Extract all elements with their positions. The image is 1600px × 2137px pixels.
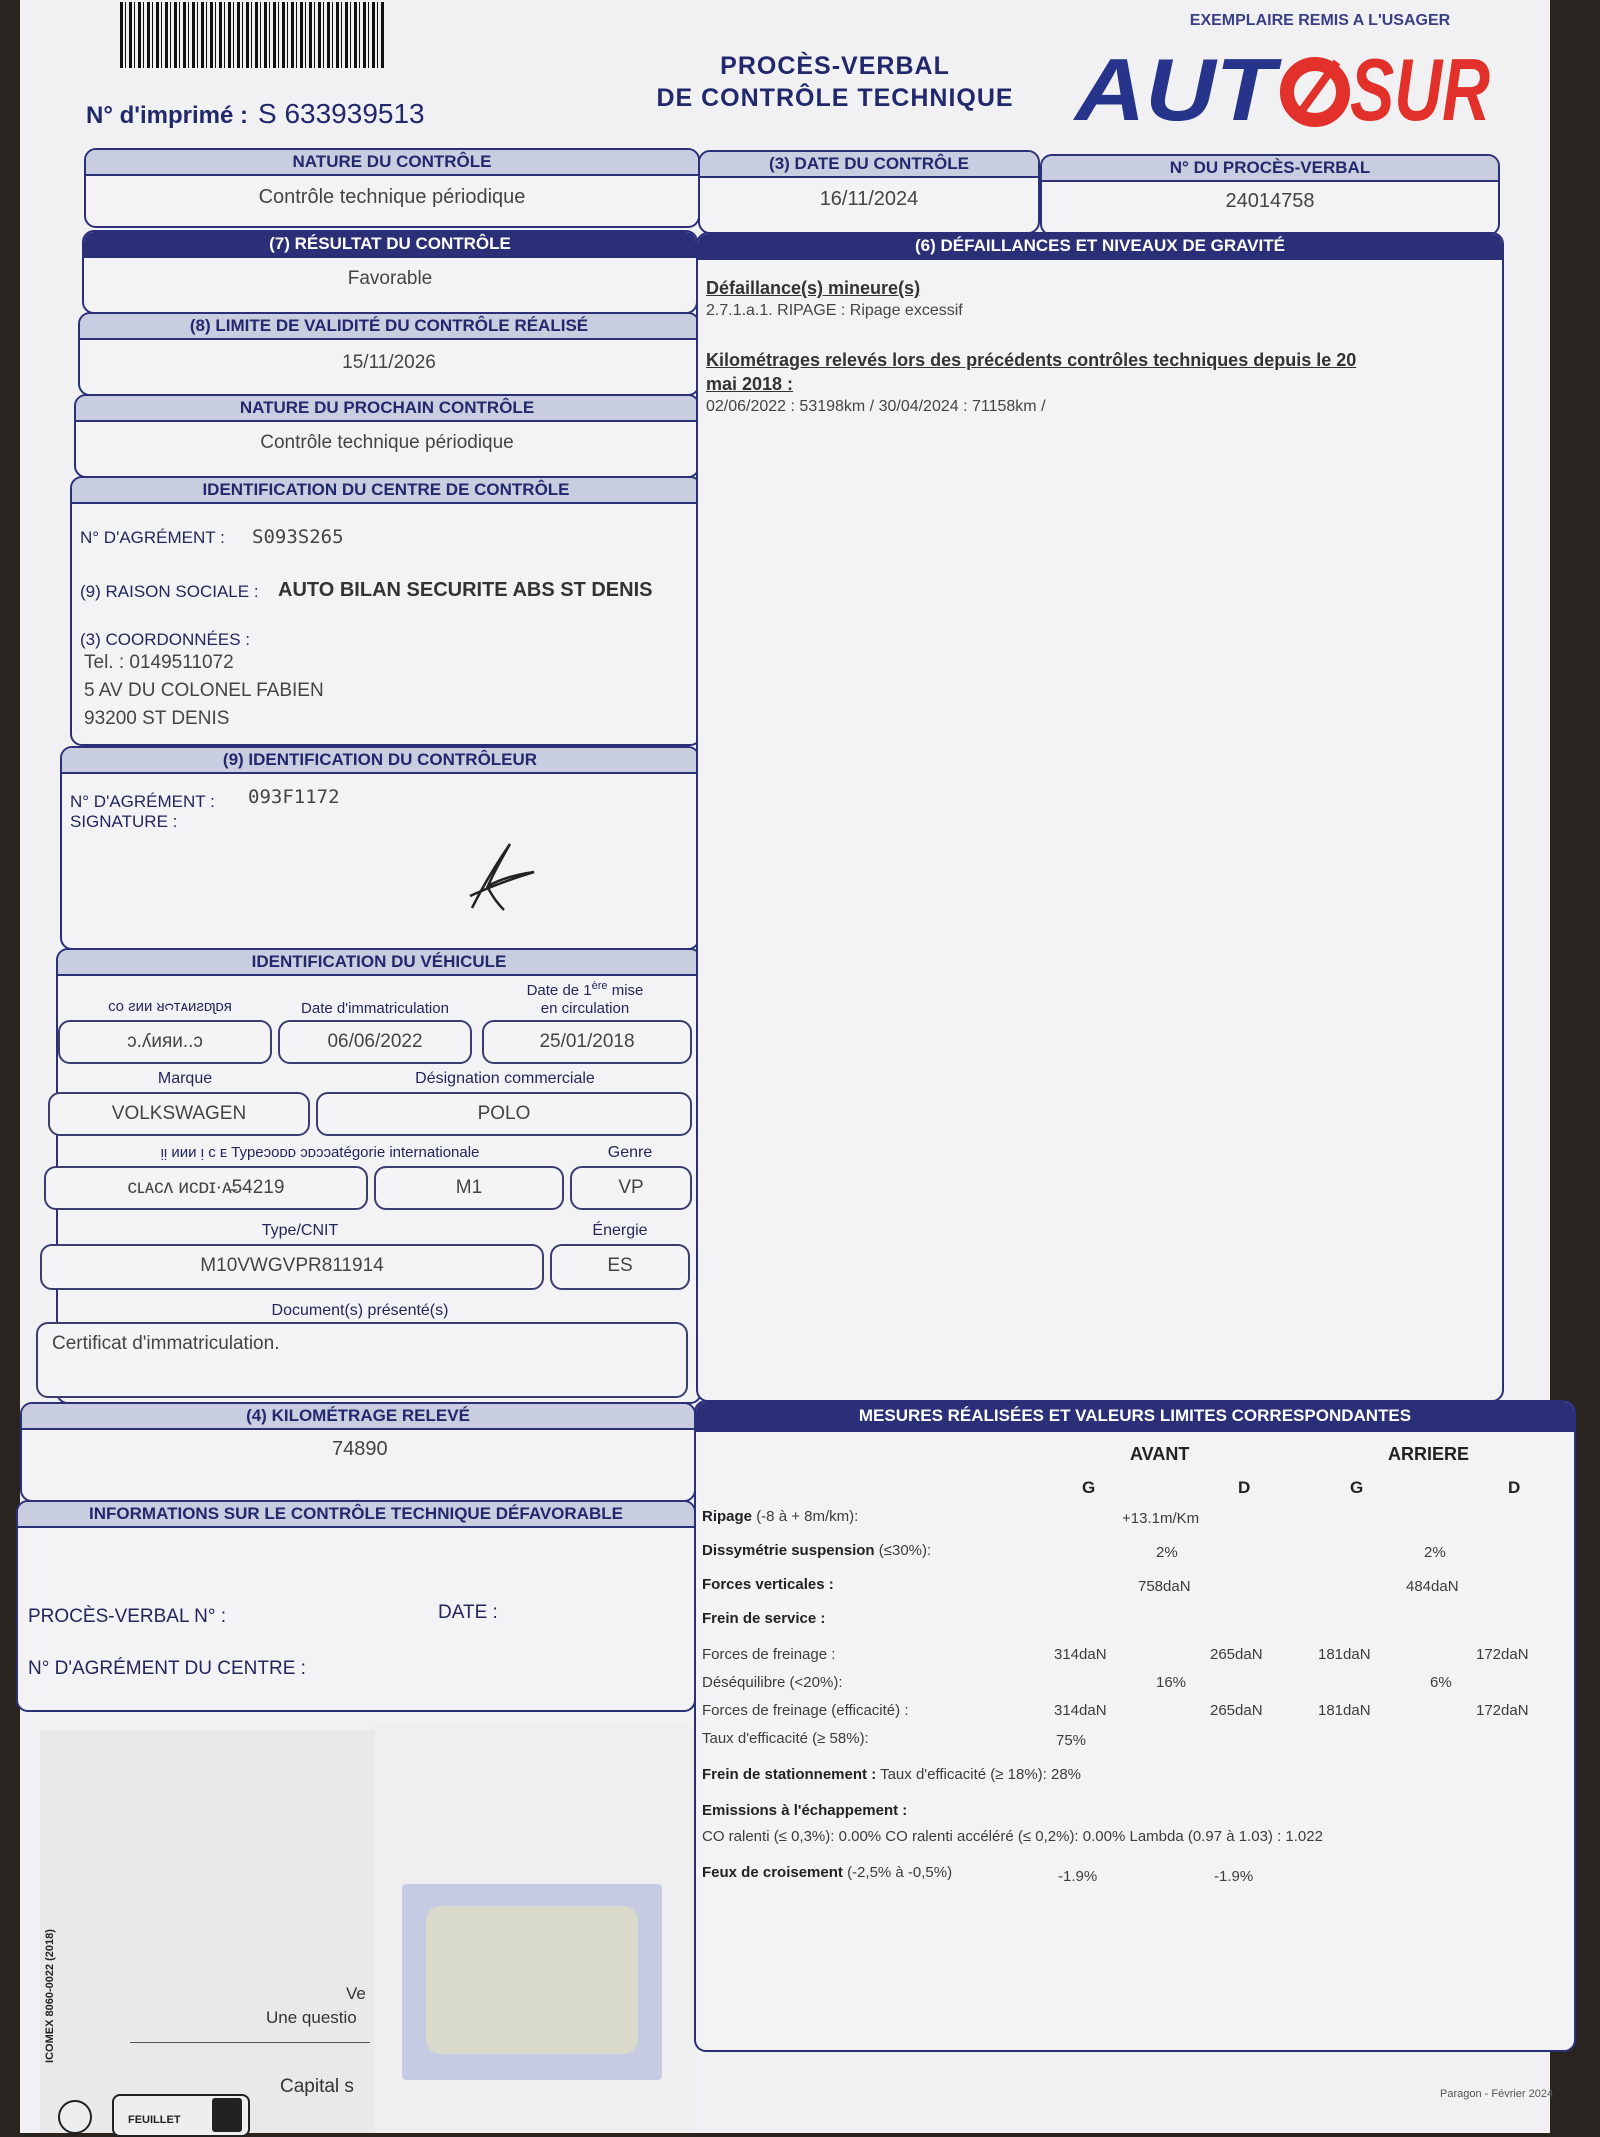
cnit-label: Type/CNIT	[261, 1222, 339, 1239]
immat-box: ɔ.ʎᴎᴙᴎ..ɔ	[58, 1020, 272, 1064]
ff-label: Forces de freinage :	[702, 1646, 836, 1663]
vin-box: ᴄʟᴀᴄʌ ᴎᴄᴅɪ·ᴧ̶54219	[44, 1166, 368, 1210]
feuillet-badge	[112, 2094, 250, 2137]
ripage-range: (-8 à + 8m/km):	[756, 1508, 859, 1525]
flap-capital: Capital s	[280, 2076, 354, 2097]
centre-agrement-value: S093S265	[252, 526, 344, 548]
stationnement-value: Taux d'efficacité (≥ 18%): 28%	[880, 1766, 1082, 1783]
marque-box: VOLKSWAGEN	[48, 1092, 310, 1136]
ffe-ar-d: 172daN	[1476, 1702, 1529, 1719]
designation-label: Désignation commerciale	[415, 1070, 595, 1087]
window-opening	[426, 1906, 638, 2054]
taux-value: 75%	[1056, 1732, 1087, 1749]
date-immat-label: Date d'immatriculation	[301, 1000, 449, 1017]
prochain-panel	[74, 394, 700, 478]
coordonnees-label: (3) COORDONNÉES :	[80, 630, 251, 649]
col-avant-d: D	[1238, 1478, 1251, 1497]
flap-ve: Ve	[346, 1984, 366, 2003]
centre-header: IDENTIFICATION DU CENTRE DE CONTRÔLE	[72, 478, 700, 504]
categorie-box: M1	[374, 1166, 564, 1210]
mesures-panel	[694, 1400, 1576, 2052]
flap-divider	[130, 2042, 370, 2043]
limite-value: 15/11/2026	[342, 352, 436, 373]
pv-number-panel	[1040, 154, 1500, 236]
stationnement-row	[702, 1766, 1081, 1783]
document-title-line1: PROCÈS-VERBAL	[720, 52, 950, 80]
stationnement-label: Frein de stationnement :	[702, 1766, 877, 1783]
raison-sociale-value: AUTO BILAN SECURITE ABS ST DENIS	[278, 579, 653, 601]
ripage-value: +13.1m/Km	[1122, 1510, 1200, 1527]
centre-panel	[70, 476, 702, 746]
dissy-avant: 2%	[1156, 1544, 1178, 1561]
document-title-line2: DE CONTRÔLE TECHNIQUE	[656, 84, 1014, 112]
arriere-header: ARRIERE	[1388, 1444, 1470, 1464]
resultat-panel	[82, 230, 698, 314]
date-header: (3) DATE DU CONTRÔLE	[700, 152, 1038, 178]
ffe-av-g: 314daN	[1054, 1702, 1107, 1719]
fv-label: Forces verticales :	[702, 1576, 834, 1593]
defavorable-header: INFORMATIONS SUR LE CONTRÔLE TECHNIQUE DÉFAVORABLE	[18, 1502, 694, 1528]
controleur-signature	[442, 838, 552, 918]
premiere-label-a: Date de 1	[526, 982, 592, 999]
window-envelope	[402, 1884, 662, 2080]
controleur-header: (9) IDENTIFICATION DU CONTRÔLEUR	[62, 748, 698, 774]
flap-question: Une questio	[266, 2008, 357, 2027]
col-arriere-g: G	[1350, 1478, 1364, 1497]
feux-row	[702, 1864, 952, 1881]
defaillances-header: (6) DÉFAILLANCES ET NIVEAUX DE GRAVITÉ	[698, 234, 1502, 260]
energie-box: ES	[550, 1244, 690, 1290]
ffe-label: Forces de freinage (efficacité) :	[702, 1702, 909, 1719]
defavorable-panel	[16, 1500, 696, 1712]
date-value: 16/11/2024	[819, 188, 919, 210]
signature-label: SIGNATURE :	[70, 812, 178, 831]
ff-ar-g: 181daN	[1318, 1646, 1371, 1663]
premiere-circulation-box: 25/01/2018	[482, 1020, 692, 1064]
svg-text:SUR: SUR	[1350, 40, 1490, 139]
ff-av-g: 314daN	[1054, 1646, 1107, 1663]
autosur-logo	[1072, 40, 1495, 139]
centre-agrement-label: N° D'AGRÉMENT :	[80, 528, 225, 547]
dissy-row	[702, 1542, 931, 1559]
defavorable-agrement-label: N° D'AGRÉMENT DU CENTRE :	[28, 1658, 306, 1679]
svg-text:AUT: AUT	[1072, 40, 1282, 139]
controleur-agrement-label: N° D'AGRÉMENT :	[70, 792, 215, 811]
mineure-item: 2.7.1.a.1. RIPAGE : Ripage excessif	[706, 302, 963, 319]
col-avant-g: G	[1082, 1478, 1096, 1497]
defavorable-date-label: DATE :	[438, 1602, 498, 1623]
dissy-range: (≤30%):	[878, 1542, 932, 1559]
km-title-1: Kilométrages relevés lors des précédents contrôles techniques depuis le 20	[706, 350, 1357, 370]
limite-panel	[78, 312, 700, 396]
premiere-circulation-label-1	[480, 980, 690, 999]
ff-ar-d: 172daN	[1476, 1646, 1529, 1663]
ffe-ar-g: 181daN	[1318, 1702, 1371, 1719]
fv-arriere: 484daN	[1406, 1578, 1459, 1595]
feux-d: -1.9%	[1214, 1868, 1254, 1885]
immat-label: ᴄᴏ ƨᴎᴎ ᴚᴒᴛᴀᴎƨᴅʅᴅᴙ	[108, 998, 232, 1015]
imprime-value: S 633939513	[258, 98, 425, 129]
dissy-label: Dissymétrie suspension	[702, 1542, 875, 1559]
documents-box	[36, 1322, 688, 1398]
feux-range: (-2,5% à -0,5%)	[847, 1864, 953, 1881]
taux-label: Taux d'efficacité (≥ 58%):	[702, 1730, 869, 1747]
barcode	[120, 2, 385, 68]
ripage-row	[702, 1508, 858, 1525]
imprime-label: N° d'imprimé :	[86, 102, 248, 129]
energie-label: Énergie	[592, 1222, 648, 1239]
centre-tel: Tel. : 0149511072	[84, 652, 234, 673]
recycle-icon	[58, 2100, 92, 2134]
genre-label: Genre	[607, 1144, 653, 1161]
emissions-value: CO ralenti (≤ 0,3%): 0.00% CO ralenti accéléré (≤ 0,2%): 0.00% Lambda (0.97 à 1.03) : 1.022	[702, 1828, 1323, 1845]
centre-adresse1: 5 AV DU COLONEL FABIEN	[84, 680, 324, 701]
mineures-title: Défaillance(s) mineure(s)	[706, 278, 921, 298]
kilometrage-panel	[20, 1402, 696, 1502]
genre-box: VP	[570, 1166, 692, 1210]
pv-number-header: N° DU PROCÈS-VERBAL	[1042, 156, 1498, 182]
premiere-label-sup: ère	[591, 980, 608, 992]
prochain-header: NATURE DU PROCHAIN CONTRÔLE	[76, 396, 698, 422]
kilometrage-header: (4) KILOMÉTRAGE RELEVÉ	[22, 1404, 694, 1430]
fv-avant: 758daN	[1138, 1578, 1191, 1595]
raison-sociale-label: (9) RAISON SOCIALE :	[80, 582, 259, 601]
km-values: 02/06/2022 : 53198km / 30/04/2024 : 71158km /	[706, 398, 1046, 415]
limite-header: (8) LIMITE DE VALIDITÉ DU CONTRÔLE RÉALISÉ	[80, 314, 698, 340]
premiere-circulation-label-2: en circulation	[540, 1000, 630, 1017]
nature-header: NATURE DU CONTRÔLE	[86, 150, 698, 176]
documents-label: Document(s) présenté(s)	[271, 1302, 449, 1319]
nature-value: Contrôle technique périodique	[258, 186, 526, 208]
mesures-header: MESURES RÉALISÉES ET VALEURS LIMITES CORRESPONDANTES	[696, 1402, 1574, 1432]
nature-panel	[84, 148, 700, 228]
kilometrage-value: 74890	[332, 1438, 388, 1460]
avant-header: AVANT	[1130, 1444, 1190, 1464]
vehicule-header: IDENTIFICATION DU VÉHICULE	[58, 950, 700, 976]
feuillet-label: FEUILLET	[128, 2114, 181, 2126]
premiere-label-b: mise	[607, 982, 644, 999]
ff-av-d: 265daN	[1210, 1646, 1263, 1663]
marque-label: Marque	[157, 1070, 213, 1087]
dissy-arriere: 2%	[1424, 1544, 1446, 1561]
prochain-value: Contrôle technique périodique	[260, 432, 514, 453]
feux-label: Feux de croisement	[702, 1864, 843, 1881]
deseq-label: Déséquilibre (<20%):	[702, 1674, 843, 1691]
documents-value: Certificat d'immatriculation.	[52, 1333, 280, 1354]
exemplaire-note: EXEMPLAIRE REMIS A L'USAGER	[1189, 12, 1451, 29]
ripage-label: Ripage	[702, 1508, 753, 1525]
date-panel	[698, 150, 1040, 234]
frein-service-label: Frein de service :	[702, 1610, 826, 1627]
side-code: ICOMEX 8060-0022 (2018)	[44, 1929, 56, 2063]
controleur-agrement-value: 093F1172	[248, 786, 340, 808]
vin-categorie-label: ᴉᴉ ᴎᴎᴎ ᴉ ᴄ ᴇ Typeɔᴏᴅᴅ ɔᴅɔɔatégorie internationale	[160, 1144, 480, 1161]
designation-box: POLO	[316, 1092, 692, 1136]
centre-adresse2: 93200 ST DENIS	[84, 708, 230, 729]
paragon-note: Paragon - Février 2024	[1440, 2088, 1554, 2100]
folded-flap	[40, 1730, 375, 2133]
date-immat-box: 06/06/2022	[278, 1020, 472, 1064]
resultat-header: (7) RÉSULTAT DU CONTRÔLE	[84, 232, 696, 258]
pv-number-value: 24014758	[1225, 190, 1315, 212]
bin-icon	[212, 2098, 242, 2132]
resultat-value: Favorable	[347, 268, 433, 289]
feux-g: -1.9%	[1058, 1868, 1098, 1885]
deseq-avant: 16%	[1156, 1674, 1187, 1691]
emissions-label: Emissions à l'échappement :	[702, 1802, 908, 1819]
cnit-box: M10VWGVPR811914	[40, 1244, 544, 1290]
defavorable-pv-label: PROCÈS-VERBAL N° :	[28, 1606, 226, 1627]
defaillances-panel	[696, 232, 1504, 1402]
controleur-panel	[60, 746, 700, 950]
deseq-arriere: 6%	[1430, 1674, 1452, 1691]
col-arriere-d: D	[1508, 1478, 1521, 1497]
ffe-av-d: 265daN	[1210, 1702, 1263, 1719]
km-title-2: mai 2018 :	[706, 374, 794, 394]
